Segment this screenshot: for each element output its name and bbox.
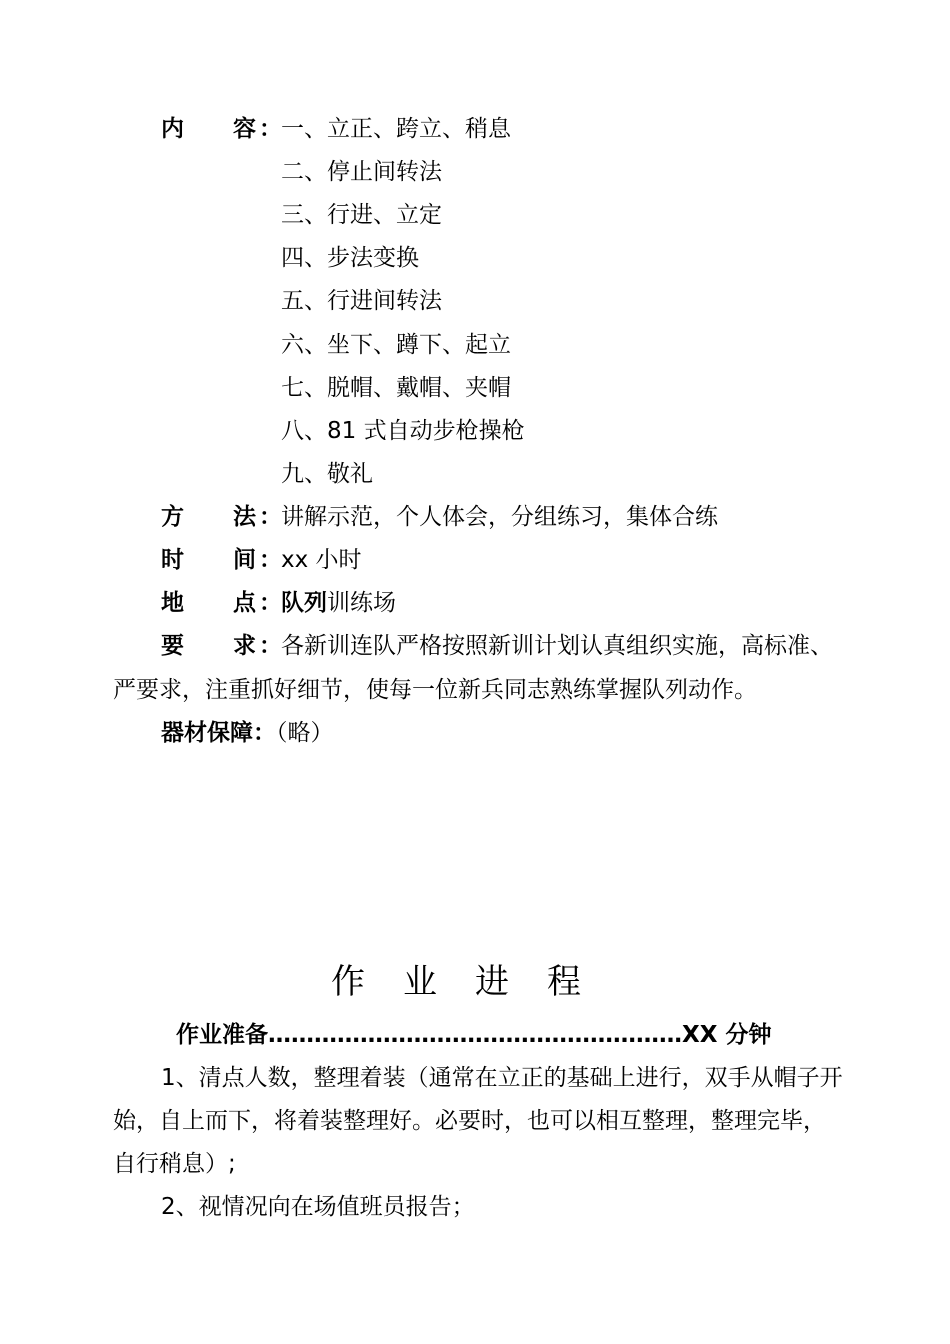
section-heading: 作业进程 bbox=[331, 962, 619, 1002]
method-value: 讲解示范，个人体会，分组练习，集体合练 bbox=[281, 504, 718, 530]
content-item: 三、行进、立定 bbox=[281, 202, 442, 228]
content-item: 一、立正、跨立、稍息 bbox=[281, 116, 511, 142]
content-item: 九、敬礼 bbox=[281, 461, 373, 487]
content-item: 五、行进间转法 bbox=[281, 288, 442, 314]
step-1-line-3: 自行稍息）; bbox=[113, 1151, 236, 1177]
step-2: 2、视情况向在场值班员报告； bbox=[161, 1194, 475, 1220]
content-item: 二、停止间转法 bbox=[281, 159, 442, 185]
content-item: 七、脱帽、戴帽、夹帽 bbox=[281, 375, 511, 401]
step-1-line-2: 始，自上而下，将着装整理好。必要时，也可以相互整理，整理完毕， bbox=[113, 1108, 826, 1134]
content-item: 八、81 式自动步枪操枪 bbox=[281, 418, 525, 444]
place-value: 队列训练场 bbox=[281, 590, 396, 616]
content-item: 六、坐下、蹲下、起立 bbox=[281, 332, 511, 358]
step-1-line-1: 1、清点人数，整理着装（通常在立正的基础上进行，双手从帽子开 bbox=[161, 1065, 843, 1091]
requirement-line-2: 严要求，注重抓好细节，使每一位新兵同志熟练掌握队列动作。 bbox=[113, 677, 757, 703]
prep-title: 作业准备………………………………………………XX 分钟 bbox=[176, 1022, 772, 1048]
equipment-row: 器材保障：（略） bbox=[161, 720, 334, 746]
requirement-line-1: 各新训连队严格按照新训计划认真组织实施，高标准、 bbox=[281, 633, 833, 659]
content-item: 四、步法变换 bbox=[281, 245, 419, 271]
time-value: xx 小时 bbox=[281, 547, 362, 573]
